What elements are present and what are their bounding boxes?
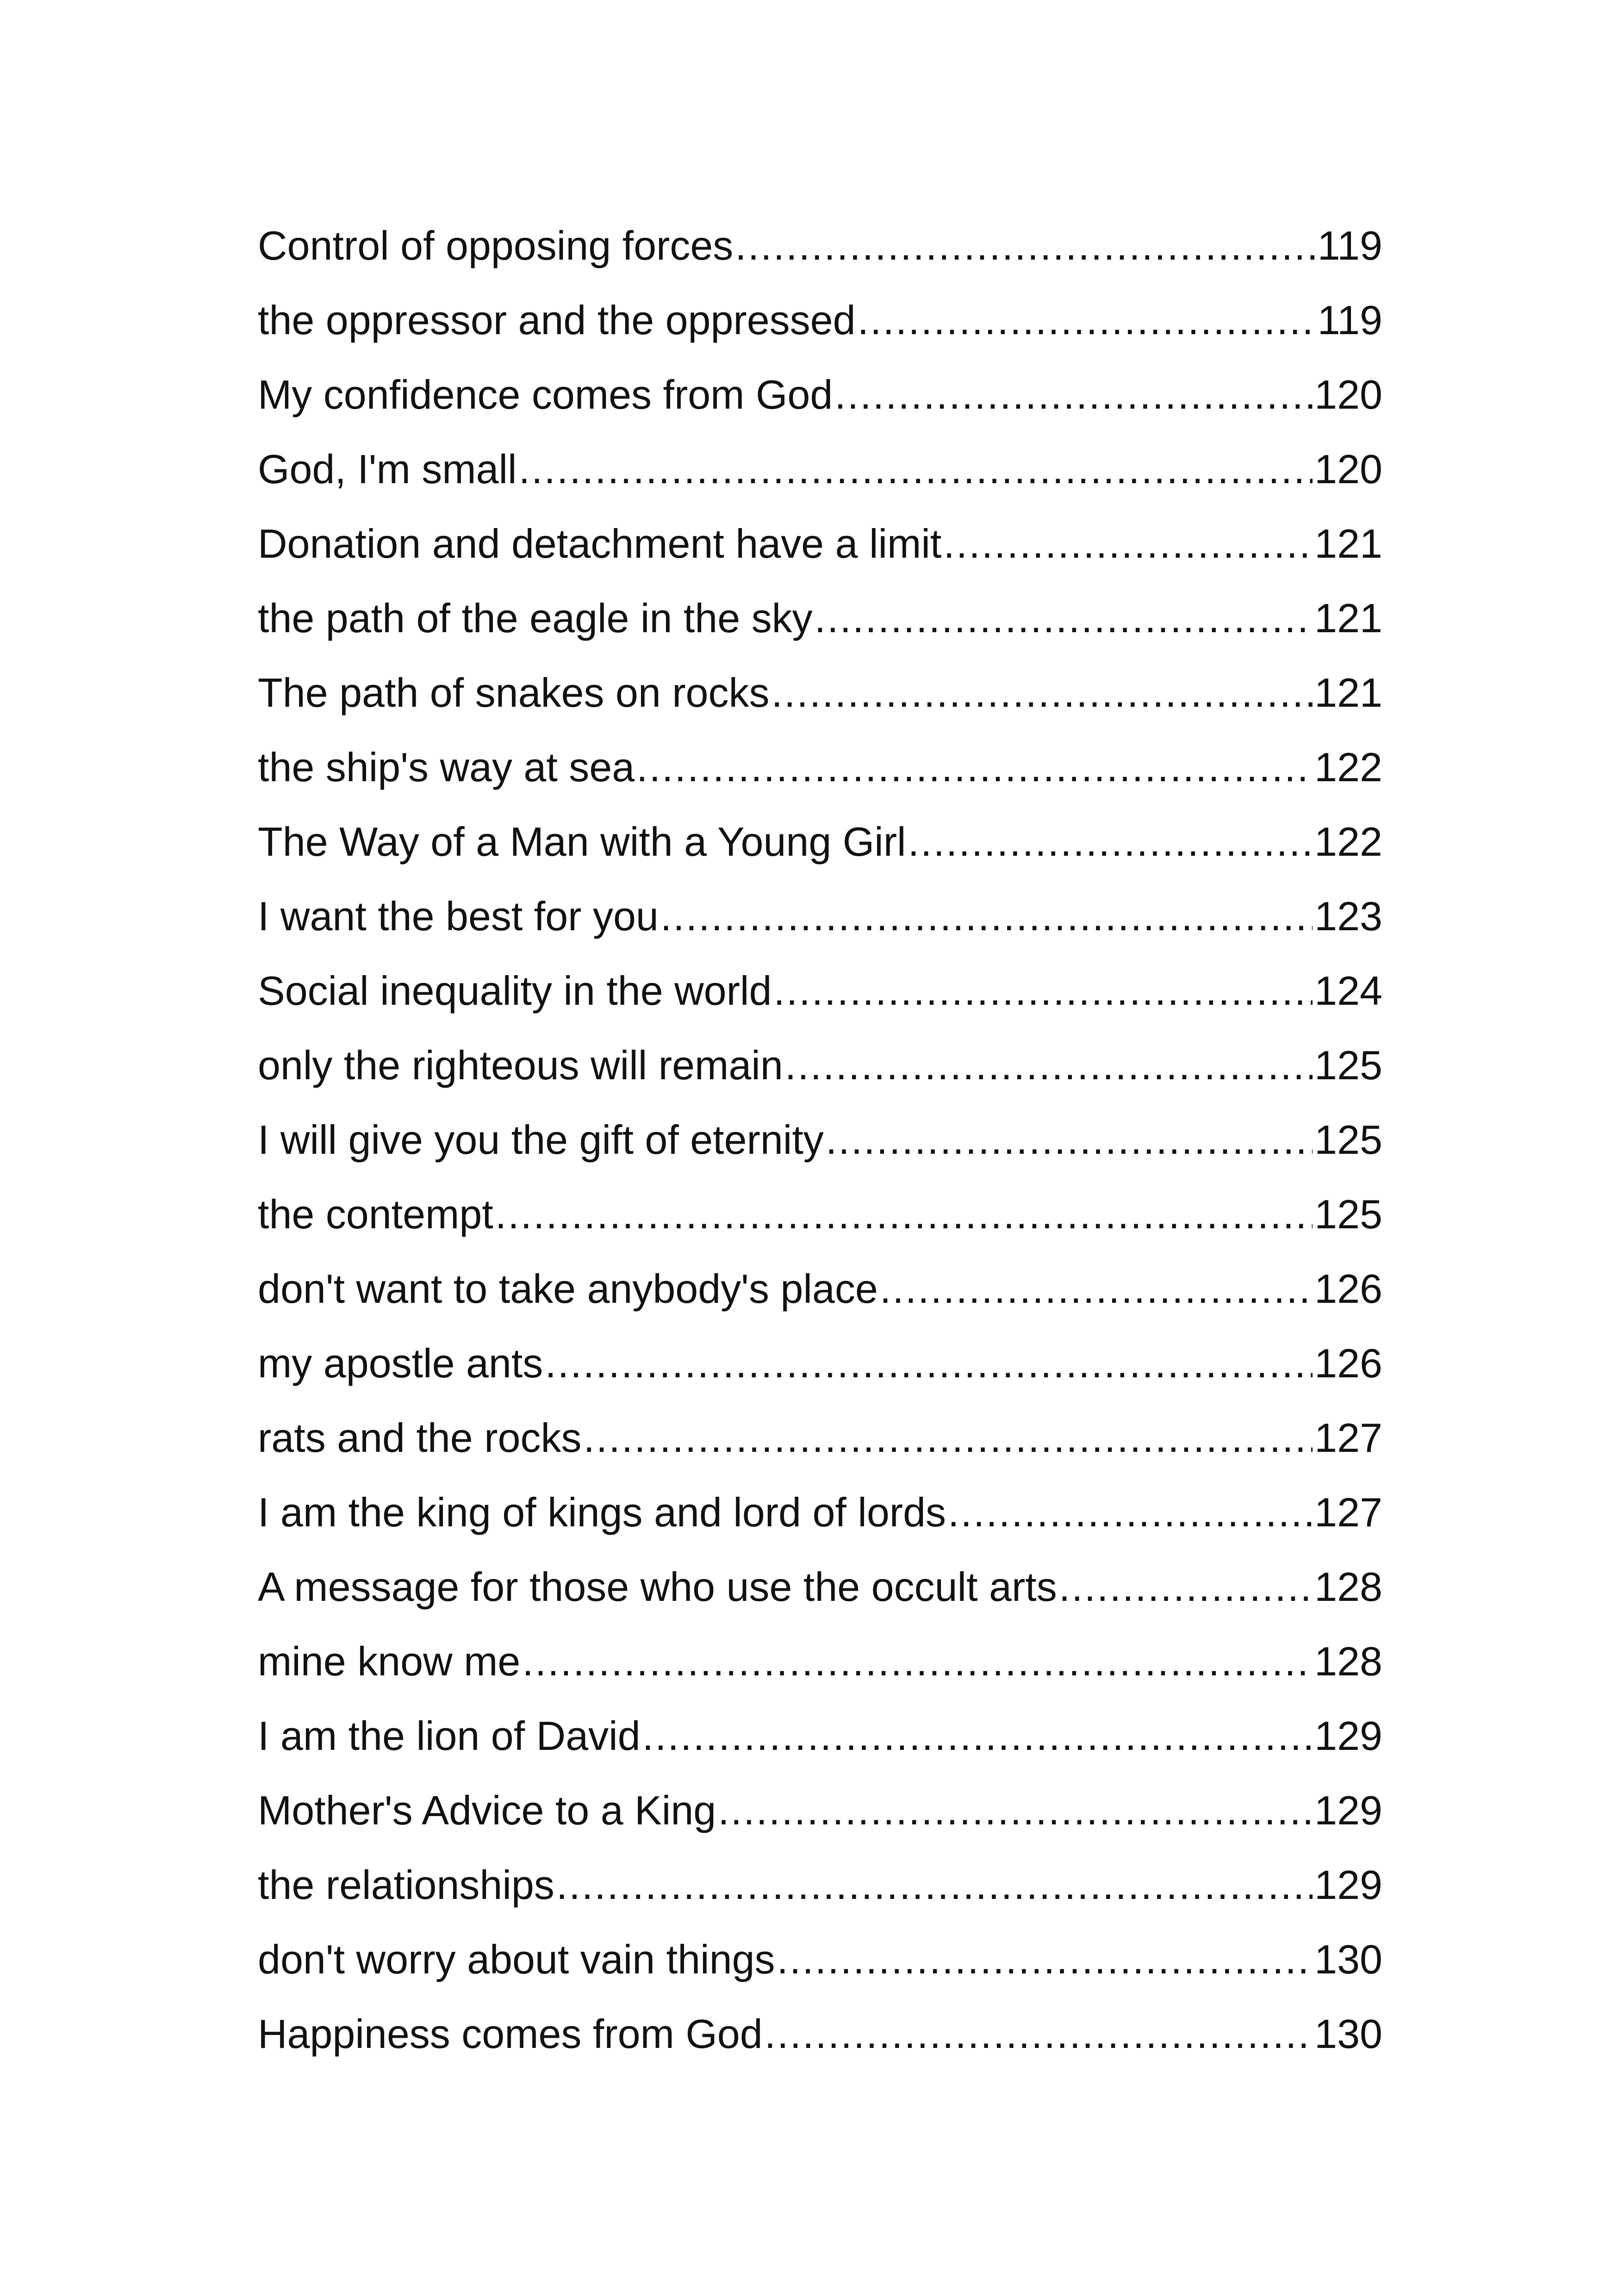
toc-entry-title: the contempt [258,1191,493,1237]
toc-entry-page-number: 128 [1314,1564,1382,1610]
toc-entry-title: only the righteous will remain [258,1042,783,1088]
toc-dot-leader [642,1699,1313,1773]
toc-entry [258,730,1382,804]
toc-entry-page-number: 129 [1314,1713,1382,1759]
toc-dot-leader [583,1400,1313,1475]
toc-entry [258,283,1382,357]
toc-dot-leader [718,1773,1313,1848]
toc-entry-title: the relationships [258,1862,554,1908]
toc-entry [258,1549,1382,1624]
toc-entry [258,1400,1382,1475]
toc-entry [258,1177,1382,1251]
toc-entry-page-number: 124 [1314,968,1382,1014]
toc-entry-title: Control of opposing forces [258,223,734,268]
toc-entry-title: don't worry about vain things [258,1936,775,1982]
toc-entry-page-number: 125 [1314,1117,1382,1163]
toc-entry-page-number: 125 [1314,1042,1382,1088]
toc-entry-title: A message for those who use the occult arts [258,1564,1057,1610]
toc-entry [258,432,1382,506]
toc-entry-page-number: 121 [1314,670,1382,716]
toc-dot-leader [908,804,1313,879]
toc-entry [258,506,1382,581]
toc-entry-title: the path of the eagle in the sky [258,595,813,641]
toc-dot-leader [735,208,1315,283]
toc-entry-title: my apostle ants [258,1340,543,1386]
toc-entry [258,1773,1382,1848]
toc-entry [258,1848,1382,1922]
toc-entry-title: Donation and detachment have a limit [258,521,942,566]
toc-dot-leader [948,1475,1313,1549]
toc-entry [258,1997,1382,2071]
toc-entry-title: I will give you the gift of eternity [258,1117,824,1163]
toc-entry [258,655,1382,730]
toc-entry-title: God, I'm small [258,446,517,492]
toc-entry-title: Mother's Advice to a King [258,1787,716,1833]
toc-entry [258,357,1382,432]
toc-dot-leader [556,1848,1313,1922]
toc-entry [258,804,1382,879]
toc-entry-page-number: 127 [1314,1415,1382,1461]
toc-dot-leader [765,1997,1313,2071]
toc-entry-page-number: 125 [1314,1191,1382,1237]
toc-dot-leader [943,506,1313,581]
toc-entry-title: Social inequality in the world [258,968,772,1014]
toc-entry-page-number: 119 [1317,223,1382,268]
toc-entry-title: The Way of a Man with a Young Girl [258,819,906,865]
toc-entry-title: the oppressor and the oppressed [258,297,856,343]
toc-entry-page-number: 121 [1314,595,1382,641]
toc-dot-leader [777,1922,1313,1997]
toc-entry-page-number: 126 [1314,1266,1382,1312]
toc-entry-page-number: 129 [1314,1787,1382,1833]
toc-entry-title: rats and the rocks [258,1415,582,1461]
toc-dot-leader [545,1326,1313,1400]
table-of-contents [258,208,1382,2071]
toc-entry-page-number: 120 [1314,446,1382,492]
toc-entry-title: mine know me [258,1638,521,1684]
toc-entry-title: I am the king of kings and lord of lords [258,1489,946,1535]
toc-entry-page-number: 129 [1314,1862,1382,1908]
toc-dot-leader [660,879,1313,953]
toc-dot-leader [772,655,1313,730]
toc-entry-page-number: 126 [1314,1340,1382,1386]
toc-dot-leader [519,432,1313,506]
toc-entry [258,581,1382,655]
toc-entry-page-number: 119 [1317,297,1382,343]
toc-entry [258,1475,1382,1549]
toc-entry [258,1922,1382,1997]
toc-entry-page-number: 130 [1314,2011,1382,2057]
toc-dot-leader [785,1028,1313,1102]
toc-entry [258,208,1382,283]
toc-entry [258,953,1382,1028]
toc-entry [258,1326,1382,1400]
toc-entry-title: The path of snakes on rocks [258,670,770,716]
toc-entry [258,1251,1382,1326]
toc-entry-page-number: 121 [1314,521,1382,566]
toc-entry-page-number: 123 [1314,893,1382,939]
toc-entry-page-number: 120 [1314,372,1382,417]
toc-entry [258,1699,1382,1773]
toc-dot-leader [880,1251,1313,1326]
toc-entry-page-number: 127 [1314,1489,1382,1535]
toc-dot-leader [815,581,1313,655]
toc-dot-leader [858,283,1316,357]
toc-entry [258,879,1382,953]
toc-entry-page-number: 122 [1314,744,1382,790]
toc-dot-leader [522,1624,1313,1699]
toc-entry-title: the ship's way at sea [258,744,635,790]
toc-entry-page-number: 130 [1314,1936,1382,1982]
toc-dot-leader [826,1102,1313,1177]
toc-entry [258,1102,1382,1177]
toc-entry-title: My confidence comes from God [258,372,833,417]
toc-entry-title: I want the best for you [258,893,659,939]
toc-entry-page-number: 128 [1314,1638,1382,1684]
toc-entry-title: Happiness comes from God [258,2011,763,2057]
toc-entry-title: I am the lion of David [258,1713,641,1759]
toc-entry-page-number: 122 [1314,819,1382,865]
toc-entry [258,1028,1382,1102]
toc-entry-title: don't want to take anybody's place [258,1266,878,1312]
toc-entry [258,1624,1382,1699]
toc-dot-leader [636,730,1313,804]
toc-dot-leader [495,1177,1313,1251]
toc-dot-leader [1059,1549,1313,1624]
toc-dot-leader [773,953,1313,1028]
toc-dot-leader [834,357,1313,432]
